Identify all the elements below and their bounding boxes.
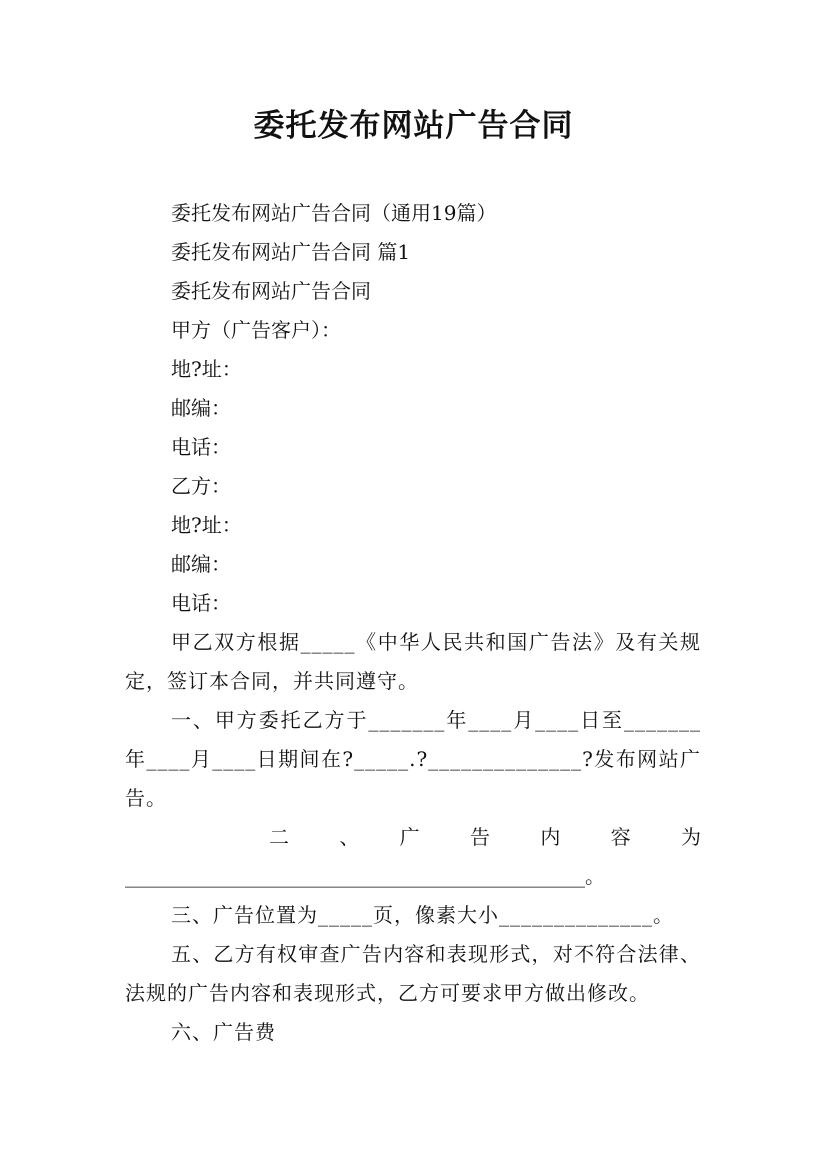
doc-line-party-b-postcode: 邮编： [171,552,231,576]
doc-paragraph-clause-2-tail: ______________________________________________。 [125,864,605,888]
doc-line-party-b: 乙方： [171,474,231,498]
doc-line-section: 委托发布网站广告合同 篇1 [171,240,411,264]
doc-paragraph-clause-5: 五、乙方有权审查广告内容和表现形式，对不符合法律、法规的广告内容和表现形式，乙方可要求甲方做出修改。 [125,942,701,1005]
doc-line-contract-name: 委托发布网站广告合同 [171,279,371,303]
doc-line-party-a-address: 地?址： [171,357,242,381]
doc-line-subtitle: 委托发布网站广告合同（通用19篇） [171,201,497,225]
doc-paragraph-clause-1: 一、甲方委托乙方于_______年____月____日至_______年____月____日期间在?_____.?______________?发布网站广告。 [125,708,701,810]
document-title: 委托发布网站广告合同 [253,108,574,144]
doc-paragraph-clause-3: 三、广告位置为_____页，像素大小______________。 [171,903,674,927]
doc-paragraph-clause-6: 六、广告费 [171,1020,276,1044]
doc-line-party-b-address: 地?址： [171,513,242,537]
doc-paragraph-clause-2-head: 二 、 广 告 内 容 为 [269,825,701,849]
document-body [125,194,701,1052]
doc-line-party-a-postcode: 邮编： [171,396,231,420]
doc-line-party-b-phone: 电话： [171,591,231,615]
doc-paragraph-basis: 甲乙双方根据_____《中华人民共和国广告法》及有关规定，签订本合同，并共同遵守。 [125,630,701,693]
doc-line-party-a-phone: 电话： [171,435,231,459]
doc-line-party-a: 甲方（广告客户）： [171,318,341,342]
